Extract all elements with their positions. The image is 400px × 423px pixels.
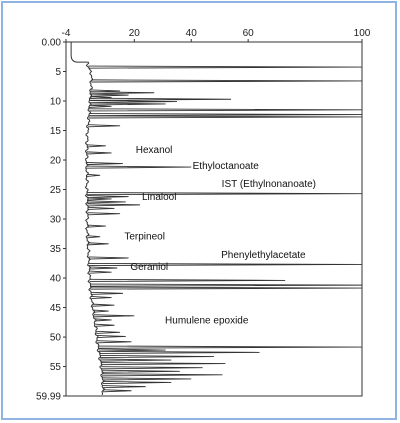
peak-line	[103, 390, 132, 392]
peak-line	[89, 114, 362, 116]
peak-line	[90, 101, 177, 103]
peak-line	[90, 103, 166, 105]
peak-line	[90, 279, 285, 281]
peak-line	[87, 204, 140, 206]
peak-line	[87, 152, 112, 154]
peak-line	[87, 193, 362, 195]
peak-annotations	[124, 145, 316, 327]
peak-line	[91, 296, 111, 298]
y-tick-label: 30	[49, 214, 61, 226]
peak-line	[87, 166, 192, 168]
y-axis-ticks	[36, 38, 66, 403]
peak-line	[88, 243, 109, 245]
y-tick-label: 59.99	[35, 391, 61, 403]
plot-border	[66, 42, 362, 396]
y-tick-label: 10	[49, 96, 61, 108]
peak-line	[89, 267, 117, 269]
x-axis-ticks	[62, 28, 371, 42]
y-tick-label: 35	[49, 244, 61, 256]
peak-line	[89, 105, 111, 107]
peak-annotation: Hexanol	[135, 144, 173, 156]
y-tick-label: 55	[49, 362, 61, 374]
x-tick-label: -4	[61, 28, 71, 39]
peak-line	[91, 92, 155, 94]
peak-line	[96, 331, 120, 333]
peak-line	[91, 292, 123, 294]
peak-annotation: Ethyloctanoate	[192, 160, 259, 172]
peak-line	[102, 370, 180, 372]
peak-line	[103, 386, 146, 388]
y-tick-label: 0.00	[41, 37, 61, 49]
peak-line	[102, 378, 191, 380]
peak-line	[94, 315, 134, 317]
peak-line	[99, 349, 166, 351]
peak-annotation: Linalool	[141, 192, 177, 204]
peak-line	[92, 304, 114, 306]
peak-line	[87, 236, 100, 238]
y-tick-label: 25	[49, 185, 61, 197]
peak-line	[90, 98, 231, 100]
peak-line	[87, 198, 111, 200]
peak-annotation: IST (Ethylnonanoate)	[221, 179, 317, 191]
peak-line	[102, 374, 222, 376]
peak-line	[95, 324, 114, 326]
peak-line	[100, 359, 171, 361]
x-tick-label: 20	[128, 28, 140, 39]
y-tick-label: 50	[49, 332, 61, 344]
peak-line	[87, 225, 106, 227]
peak-line	[101, 367, 202, 369]
peak-line	[100, 355, 214, 357]
peak-line	[89, 116, 362, 118]
peak-line	[89, 257, 129, 259]
peak-line	[103, 381, 172, 383]
peak-line	[87, 174, 100, 176]
peak-line	[95, 319, 112, 321]
peak-line	[97, 335, 126, 337]
peak-line	[98, 346, 362, 348]
peak-annotation: Geraniol	[130, 261, 169, 273]
y-tick-label: 20	[49, 155, 61, 167]
peak-line	[90, 287, 362, 289]
peak-annotation: Terpineol	[124, 231, 165, 243]
baseline-trace	[71, 42, 104, 395]
y-tick-label: 45	[49, 303, 61, 315]
x-tick-label: 100	[353, 28, 371, 39]
y-tick-label: 15	[49, 126, 61, 138]
peak-line	[91, 80, 362, 82]
peak-line	[90, 94, 128, 96]
peak-line	[88, 66, 362, 68]
peak-line	[101, 363, 226, 365]
peak-line	[88, 125, 120, 127]
x-tick-label: 40	[185, 28, 197, 39]
peak-line	[89, 271, 111, 273]
peak-line	[90, 284, 362, 286]
peak-line	[88, 213, 120, 215]
peak-annotation: Humulene epoxide	[165, 315, 249, 327]
peak-line	[87, 196, 128, 198]
peak-line	[89, 109, 362, 111]
y-tick-label: 40	[49, 273, 61, 285]
peak-line	[87, 201, 125, 203]
x-tick-label: 60	[242, 28, 254, 39]
peak-line	[87, 145, 106, 147]
peak-line	[93, 310, 108, 312]
peak-annotation: Phenylethylacetate	[221, 249, 306, 261]
peak-line	[97, 341, 131, 343]
peak-line	[99, 351, 259, 353]
peak-line	[87, 162, 123, 164]
peak-line	[88, 207, 115, 209]
y-tick-label: 5	[55, 67, 61, 79]
peak-lines	[87, 66, 362, 392]
